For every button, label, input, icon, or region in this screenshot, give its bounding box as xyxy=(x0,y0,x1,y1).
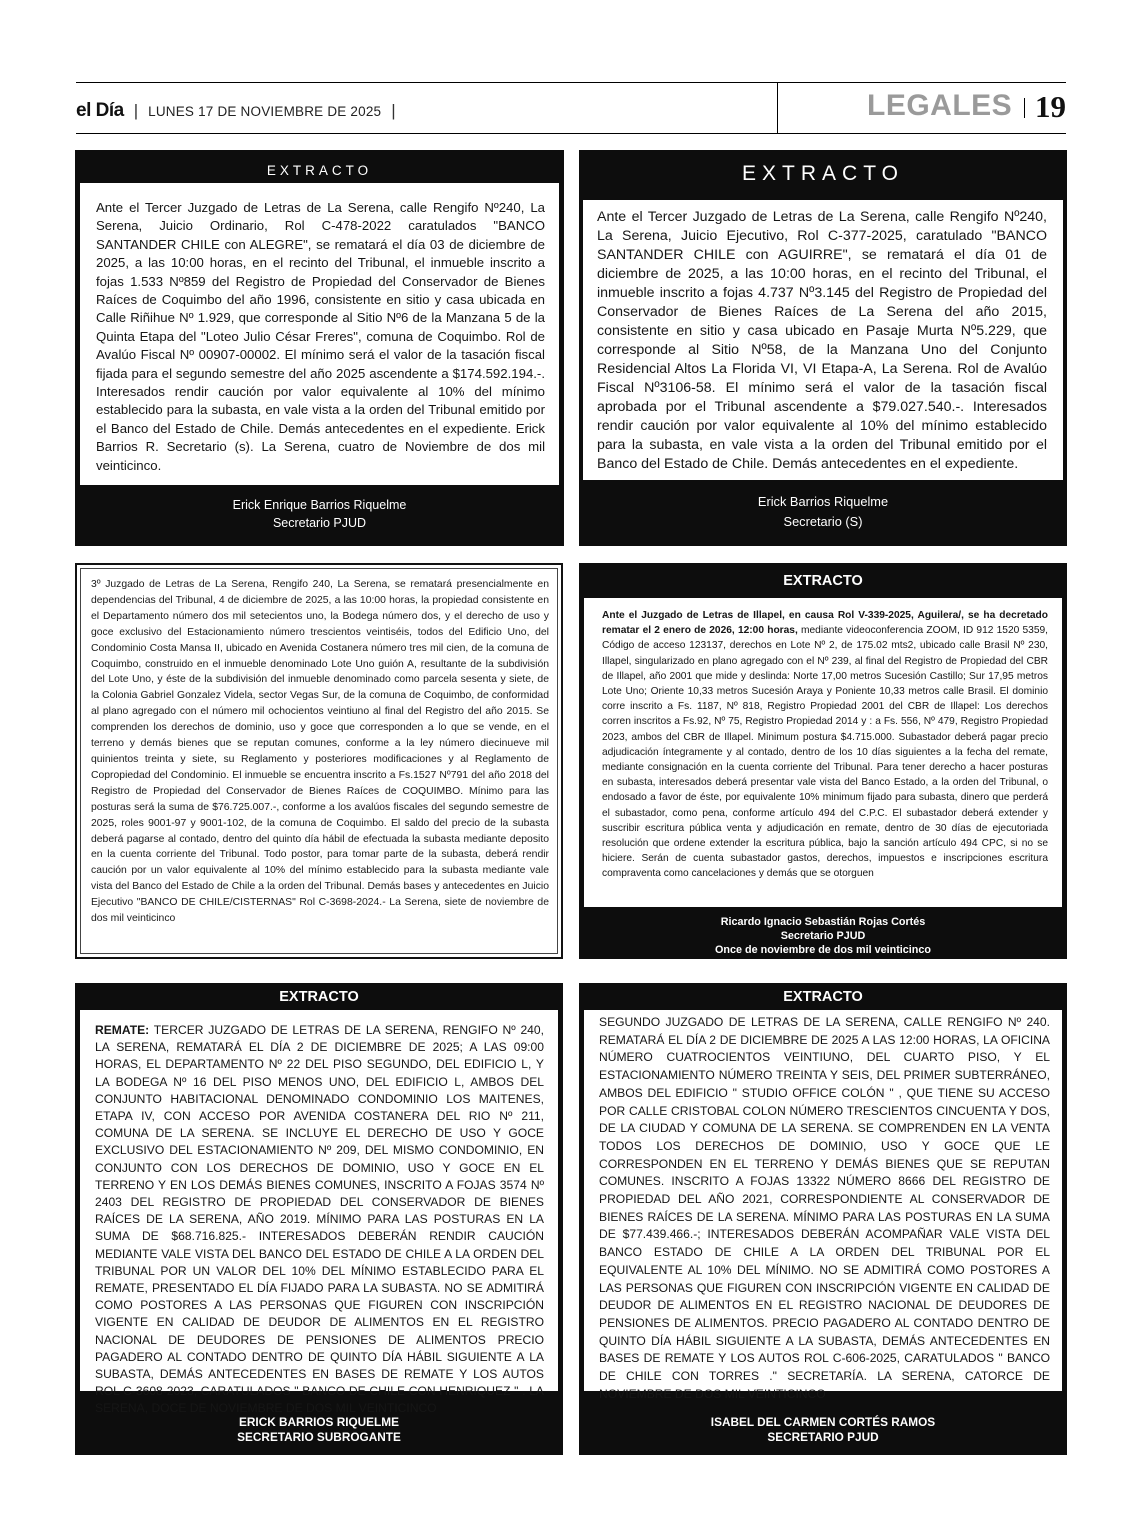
signer-name: Ricardo Ignacio Sebastián Rojas Cortés xyxy=(720,916,926,928)
issue-date: LUNES 17 DE NOVIEMBRE DE 2025 xyxy=(148,104,382,119)
notice-text: mediante videoconferencia ZOOM, ID 912 1520 5359, Código de acceso 123137, derechos en Lote Nº 2, de 175.02 mts2, ubicado calle Brasil Nº 230, Illapel, singularizado en plano agregado con el Nº 239, al final del Registro de Propiedad del CBR de Illapel, año 2001 que mide y deslinda: Norte 17,00 metros Sucesión Castillo; Sur 17,95 metros Lote Uno; Oriente 10,33 metros Sucesión Araya y Poniente 10,33 metros calle Brasil. El dominio corre inscrito a Fs. 1187, Nº 818, Registro Propiedad 2001 del CBR de Illapel: Los derechos corren inscritos a Fs.92, Nº 75, Registro Propiedad 2014 y : a Fs. 556, Nº 479, Registro Propiedad 2023, ambos del CBR de Illapel. Minimum postura $4.715.000. Subastador deberá pagar precio adjudicación íntegramente y al contado, dentro de los 10 días siguientes a la fecha del remate, mediante consignación en la cuenta corriente del Tribunal. Para tener derecho a hacer posturas en subasta, interesados deberá presentar vale vista del Banco Estado, a la orden del Tribunal, o endosado a favor de éste, por equivalente 10% minimum fijado para subasta, dinero que perderá el subastador, como pena, conforme artículo 494 del C.P.C. El subastador deberá extender y suscribir escritura pública venta y adjudicación en remate, dentro de 30 días de ejecutoriada resolución que ordene extender la escritura pública, bajo la sanción artículo 494 CPC, si no se hiciere. Serán de cuenta subastador gastos, derechos, impuestos e inscripciones escritura compraventa como cancelaciones y demás que se otorguen xyxy=(602,625,1048,880)
header-divider xyxy=(777,83,778,133)
notice-inner-frame xyxy=(80,568,558,954)
section-name: LEGALES xyxy=(867,89,1013,122)
signer-role: SECRETARIO SUBROGANTE xyxy=(237,1430,401,1444)
signer-name: ERICK BARRIOS RIQUELME xyxy=(239,1415,399,1429)
signer-role: Secretario PJUD xyxy=(272,516,367,530)
notice-signature xyxy=(75,1415,563,1445)
header-separator: | xyxy=(133,101,139,120)
notice-body: SEGUNDO JUZGADO DE LETRAS DE LA SERENA, CALLE RENGIFO Nº 240. REMATARÁ EL DÍA 2 DE DICIEMBRE DE 2025 A LAS 12:00 HORAS, LA OFICINA NÚMERO CUATROCIENTOS VEINTIUNO, DEL CUARTO PISO, Y EL ESTACIONAMIENTO NÚMERO TREINTA Y SEIS, DEL PRIMER SUBTERRÁNEO, AMBOS DEL EDIFICIO " STUDIO OFFICE COLÓN " , QUE TIENE SU ACCESO POR CALLE CRISTOBAL COLON NÚMERO TRESCIENTOS CINCUENTA Y DOS, DE LA CIUDAD Y COMUNA DE LA SERENA. SE COMPRENDEN EN LA VENTA TODOS LOS DERECHOS DE DOMINIO, USO Y GOCE QUE LE CORRESPONDEN EN EL TERRENO Y DEMÁS BIENES QUE SE REPUTAN COMUNES. INSCRITO A FOJAS 13322 NÚMERO 8666 DEL REGISTRO DE PROPIEDAD DEL AÑO 2021, CORRESPONDIENTE AL CONSERVADOR DE BIENES RAÍCES DE LA SERENA. MÍNIMO PARA LAS POSTURAS EN LA SUMA DE $77.439.466.-; INTERESADOS DEBERÁN ACOMPAÑAR VALE VISTA DEL BANCO ESTADO DE CHILE A LA ORDEN DEL TRIBUNAL POR EL EQUIVALENTE AL 10% DEL MÍNIMO. NO SE ADMITIRÁ COMO POSTORES A LAS PERSONAS QUE FIGUREN CON INSCRIPCIÓN VIGENTE EN CALIDAD DE DEUDOR DE ALIMENTOS EN EL REGISTRO NACIONAL DE DEUDORES DE PENSIONES DE ALIMENTOS. PRECIO PAGADERO AL CONTADO DENTRO DE QUINTO DÍA HÁBIL SIGUIENTE A LA SUBASTA, DEMÁS ANTECEDENTES EN BASES DE REMATE Y LOS AUTOS ROL C-606-2025, CARATULADOS " BANCO DE CHILE CON TORRES ." SECRETARÍA. LA SERENA, CATORCE DE NOVIEMBRE DE DOS MIL VEINTICINCO xyxy=(584,1010,1062,1391)
notice-lead: Ante el Juzgado de Letras de Illapel, en causa Rol V-339-2025, Aguilera/, se ha decretado rematar el 2 enero de 2026, 12:00 horas, xyxy=(602,610,1048,637)
notice-body: 3º Juzgado de Letras de La Serena, Rengifo 240, La Serena, se rematará presencialmente en dependencias del Tribunal, 4 de diciembre de 2025, a las 10:00 horas, la propiedad consistente en el Departamento número dos mil setecientos uno, la Bodega número dos, y el derecho de uso y goce exclusivo del Estacionamiento número trescientos veintiséis, todos del Edificio Uno, del Condominio Costa Mansa II, ubicado en Avenida Costanera número tres mil cien, de la comuna de Coquimbo, construido en el inmueble denominado Lote Uno guión A, resultante de la subdivisión del Lote Uno, y éste de la subdivisión del inmueble denominado como parcela sesenta y siete, de la Colonia Gabriel Gonzalez Videla, sector Vegas Sur, de la comuna de Coquimbo, de conformidad al plano agregado con el número mil ochocientos veintiuno al final del Registro del año 2015. Se comprenden los derechos de dominio, uso y goce que corresponden a lo que se vende, en el terreno y demás bienes que se reputan comunes, conforme a la ley número diecinueve mil quinientos treinta y siete, su Reglamento y posteriores modificaciones y al Reglamento de Copropiedad del Condominio. El inmueble se encuentra inscrito a Fs.1527 Nº791 del año 2018 del Registro de Propiedad del Conservador de Bienes Raíces de COQUIMBO. Mínimo para las posturas será la suma de $76.725.007.-, conforme a los avalúos fiscales del segundo semestre de 2025, roles 9001-97 y 9001-102, de la comuna de Coquimbo. El saldo del precio de la subasta deberá pagarse al contado, dentro del quinto día hábil de efectuada la subasta mediante deposito en la cuenta corriente del Tribunal. Todo postor, para tomar parte de la subasta, deberá rendir caución por un valor equivalente al 10% del mínimo establecido para la subasta mediante vale vista del Banco del Estado de Chile a la orden del Tribunal. Demás bases y antecedentes en Juicio Ejecutivo "BANCO DE CHILE/CISTERNAS" Rol C-3698-2024.- La Serena, siete de noviembre de dos mil veinticinco xyxy=(91,579,549,925)
notice-title: EXTRACTO xyxy=(266,163,373,178)
signer-role: SECRETARIO PJUD xyxy=(767,1430,879,1444)
brand-logo: el Día xyxy=(76,100,124,121)
signer-role: Secretario (S) xyxy=(783,514,863,529)
header-separator: | xyxy=(391,101,396,120)
signer-role: Secretario PJUD xyxy=(780,930,866,942)
notice-signature xyxy=(579,492,1067,532)
notice-signature xyxy=(75,496,564,532)
notice-title: EXTRACTO xyxy=(279,989,359,1005)
legal-notice-4 xyxy=(579,563,1067,959)
notice-text: TERCER JUZGADO DE LETRAS DE LA SERENA, RENGIFO Nº 240, LA SERENA, REMATARÁ EL DÍA 2 DE DICIEMBRE DE 2025; A LAS 09:00 HORAS, EL DEPARTAMENTO Nº 22 DEL PISO SEGUNDO, DEL EDIFICIO L, Y LA BODEGA Nº 16 DEL PISO MENOS UNO, DEL EDIFICIO L, AMBOS DEL CONJUNTO HABITACIONAL DENOMINADO CONDOMINIO LOS MAITENES, ETAPA IV, CON ACCESO POR AVENIDA COSTANERA DEL RIO Nº 211, COMUNA DE LA SERENA. SE INCLUYE EL DERECHO DE USO Y GOCE EXCLUSIVO DEL ESTACIONAMIENTO Nº 209, DEL MISMO CONDOMINIO, EN CONJUNTO CON LOS DERECHOS DE DOMINIO, USO Y GOCE EN EL TERRENO Y EN LOS DEMÁS BIENES COMUNES, INSCRITO A FOJAS 3574 Nº 2403 DEL REGISTRO DE PROPIEDAD DEL CONSERVADOR DE BIENES RAÍCES DE LA SERENA, AÑO 2019. MÍNIMO PARA LAS POSTURAS EN LA SUMA DE $68.716.825.- INTERESADOS DEBERÁN RENDIR CAUCIÓN MEDIANTE VALE VISTA DEL BANCO DEL ESTADO DE CHILE A LA ORDEN DEL TRIBUNAL POR UN VALOR DEL 10% DEL MÍNIMO ESTABLECIDO PARA EL REMATE, PRESENTADO EL DÍA FIJADO PARA LA SUBASTA. NO SE ADMITIRÁ COMO POSTORES A LAS PERSONAS QUE FIGUREN CON INSCRIPCIÓN VIGENTE EN CALIDAD DE DEUDOR DE ALIMENTOS EN EL REGISTRO NACIONAL DE DEUDORES DE PENSIONES DE ALIMENTOS PRECIO PAGADERO AL CONTADO DENTRO DE QUINTO DÍA HÁBIL SIGUIENTE A LA SUBASTA, DEMÁS ANTECEDENTES EN BASES DE REMATE Y LOS AUTOS ROL C-3608-2023, CARATULADOS " BANCO DE CHILE CON HENRIQUEZ " . LA SERENA, DOCE DE NOVIEMBRE DE DOS MIL VEINTICINCO xyxy=(95,1023,544,1416)
notice-signature xyxy=(579,915,1067,957)
notice-body xyxy=(584,598,1062,907)
legal-notice-6 xyxy=(579,983,1067,1455)
signer-name: Erick Barrios Riquelme xyxy=(757,494,889,509)
signer-name: ISABEL DEL CARMEN CORTÉS RAMOS xyxy=(710,1415,936,1429)
legal-notice-2 xyxy=(579,150,1067,546)
page-number: 19 xyxy=(1035,89,1066,124)
notice-body: Ante el Tercer Juzgado de Letras de La Serena, calle Rengifo Nº240, La Serena, Juicio Ejecutivo, Rol C-377-2025, caratulado "BANCO SANTANDER CHILE con AGUIRRE", se rematará el día 01 de diciembre de 2025, a las 10:00 horas, en el recinto del Tribunal, el inmueble inscrito a fojas 4.737 Nº3.145 del Registro de Propiedad del Conservador de Bienes Raíces de La Serena del año 2015, consistente en sitio y casa ubicado en Pasaje Murta Nº5.229, que corresponde al Sitio Nº58, de la Manzana Uno del Conjunto Residencial Altos La Florida VI, VI Etapa-A, La Serena. Rol de Avalúo Fiscal Nº3106-58. El mínimo será el valor de la tasación fiscal aprobada por el Tribunal ascendente a $79.027.540.-. Interesados rendir caución por valor equivalente al 10% del mínimo establecido para la subasta, en vale vista a la orden del Tribunal emitido por el Banco del Estado de Chile. Demás antecedentes en el expediente. xyxy=(583,200,1063,480)
notice-title: EXTRACTO xyxy=(742,162,904,185)
notice-lead: REMATE: xyxy=(95,1023,150,1037)
notice-signature xyxy=(579,1415,1067,1445)
legal-notice-5 xyxy=(75,983,563,1455)
notice-title: EXTRACTO xyxy=(783,573,863,589)
notice-title: EXTRACTO xyxy=(783,989,863,1005)
legal-notice-3 xyxy=(75,563,563,959)
signature-date: Once de noviembre de dos mil veinticinco xyxy=(715,944,931,956)
top-rule xyxy=(76,82,1066,83)
header-bottom-rule xyxy=(76,133,1066,134)
legal-notice-1 xyxy=(75,150,564,546)
notice-body xyxy=(80,1010,558,1416)
notice-body: Ante el Tercer Juzgado de Letras de La Serena, calle Rengifo Nº240, La Serena, Juicio Ordinario, Rol C-478-2022 caratulados "BANCO SANTANDER CHILE con ALEGRE", se rematará el día 03 de diciembre de 2025, a las 10:00 horas, en el recinto del Tribunal, el inmueble inscrito a fojas 1.533 Nº859 del Registro de Propiedad del Conservador de Bienes Raíces de Coquimbo del año 1996, consistente en sitio y casa ubicada en Calle Riñihue Nº 1.929, que corresponde al Sitio Nº6 de la Manzana 5 de la Quinta Etapa del "Loteo Julio César Freres", comuna de Coquimbo. Rol de Avalúo Fiscal Nº 00907-00002. El mínimo será el valor de la tasación fiscal fijada para el segundo semestre del año 2025 ascendente a $174.592.194.-. Interesados rendir caución por valor equivalente al 10% del mínimo establecido para la subasta, en vale vista a la orden del Tribunal emitido por el Banco del Estado de Chile. Demás antecedentes en el expediente. Erick Barrios R. Secretario (s). La Serena, cuatro de Noviembre de dos mil veinticinco. xyxy=(80,183,559,485)
page-number-separator xyxy=(1024,98,1025,118)
header-left xyxy=(76,100,396,122)
signer-name: Erick Enrique Barrios Riquelme xyxy=(232,498,407,512)
